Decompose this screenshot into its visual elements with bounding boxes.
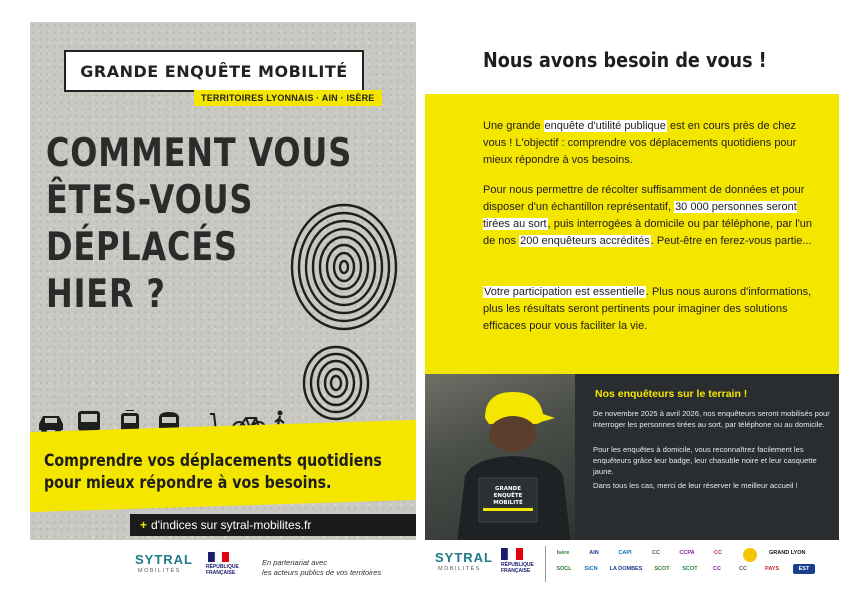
- headline-question: [46, 130, 353, 318]
- p2-text-c: . Peut-être en ferez-vous partie...: [650, 235, 812, 247]
- partner-line-2: les acteurs publics de vos territoires: [262, 568, 382, 577]
- territories-badge: TERRITOIRES LYONNAIS · AIN · ISÈRE: [194, 90, 382, 106]
- partner-logo-cc-1: CC: [652, 550, 660, 556]
- question-line-4: HIER ?: [46, 272, 166, 317]
- svg-text:GRANDE: GRANDE: [495, 486, 521, 492]
- question-line-3: DÉPLACÉS: [46, 225, 238, 270]
- right-flyer: [425, 22, 839, 540]
- paragraph-2: [483, 182, 813, 250]
- enqueteur-photo-panel: [425, 374, 839, 540]
- partner-logo-est: EST: [793, 564, 815, 574]
- tagline-line-2: pour mieux répondre à vos besoins.: [44, 473, 332, 492]
- enqueteurs-text-2: Pour les enquêtes à domicile, vous reconnaîtrez facilement les enquêteurs grâce leur badge, leur chasuble noire et leur casquette jaune.: [593, 445, 817, 476]
- p2-text-a: Pour nous permettre de récolter suffisamment de données et pour disposer d'un échantillon représentatif,: [483, 184, 805, 213]
- p1-text-a: Une grande: [483, 120, 544, 132]
- p1-highlight: enquête d'utilité publique: [544, 120, 666, 132]
- question-line-2: ÊTES-VOUS: [46, 178, 254, 223]
- enqueteurs-text-3: Dans tous les cas, merci de leur réserver le meilleur accueil !: [593, 481, 798, 490]
- tagline-line-1: Comprendre vos déplacements quotidiens: [44, 451, 382, 470]
- partner-logo-capi: CAPI: [618, 550, 632, 556]
- partner-logo-round: [743, 548, 757, 562]
- plus-sign: +: [140, 518, 148, 532]
- partner-logo-cc-2: CC: [714, 550, 722, 556]
- partner-logo-la-dombes: LA DOMBES: [609, 566, 643, 572]
- republique-francaise-logo-right: [501, 548, 523, 560]
- partner-logo-isere: Isère: [556, 550, 570, 556]
- partner-logo-ccpa: CCPA: [679, 550, 695, 556]
- p2-highlight-1: 30 000 personnes seront tirées au sort: [483, 201, 797, 230]
- website-banner[interactable]: [130, 514, 416, 536]
- p1-text-b: est en cours près de chez vous ! L'objectif : comprendre vos déplacements quotidiens pour mieux répondre à vos besoins.: [483, 120, 797, 166]
- partner-logo-scot-2: SCOT: [682, 566, 698, 572]
- partner-logo-socl: SOCL: [556, 566, 572, 572]
- website-link[interactable]: d'indices sur sytral-mobilites.fr: [151, 518, 312, 532]
- divider: [545, 546, 546, 582]
- tagline: [44, 450, 404, 494]
- right-partner-logos: [425, 544, 839, 588]
- svg-text:ENQUÊTE: ENQUÊTE: [493, 493, 523, 499]
- sytral-subtitle-right: MOBILITÉS: [438, 566, 481, 572]
- left-partner-logos: [30, 548, 416, 588]
- p2-highlight-2: 200 enquêteurs accrédités: [520, 235, 650, 247]
- partner-logo-ain: AIN: [589, 550, 599, 556]
- enqueteurs-text-1: De novembre 2025 à avril 2026, nos enquêteurs seront mobilisés pour interroger les personnes tirées au sort, par téléphone ou au domicile.: [593, 409, 830, 429]
- p2-text-b: , puis interrogées à domicile ou par téléphone, par l'un de nos: [483, 218, 813, 247]
- republique-francaise-text: RÉPUBLIQUE FRANÇAISE: [206, 564, 239, 576]
- partner-logo-grand-lyon: GRAND LYON: [769, 550, 805, 556]
- partner-logo-scot-1: SCOT: [654, 566, 670, 572]
- question-line-1: COMMENT VOUS: [46, 131, 353, 176]
- left-flyer: [30, 22, 416, 540]
- fingerprint-footprint-icon: [284, 197, 404, 427]
- sytral-logo-right: SYTRAL: [435, 550, 493, 565]
- enqueteur-photo-icon: [443, 384, 573, 540]
- partner-note: [262, 558, 381, 578]
- sytral-subtitle: MOBILITÉS: [138, 568, 181, 574]
- partner-logo-pays: PAYS: [764, 566, 780, 572]
- paragraph-1: [483, 118, 813, 169]
- svg-text:MOBILITÉ: MOBILITÉ: [493, 500, 523, 506]
- republique-francaise-text-right: RÉPUBLIQUE FRANÇAISE: [501, 562, 534, 574]
- paragraph-3: [483, 284, 813, 335]
- p3-highlight: Votre participation est essentielle: [484, 286, 645, 298]
- sytral-logo: SYTRAL: [135, 552, 193, 567]
- p3-text-b: . Plus nous aurons d'informations, plus les résultats seront pertinents pour imaginer des solutions efficaces pour vous faciliter la vie.: [483, 286, 812, 332]
- partner-logo-cc-3: CC: [713, 566, 721, 572]
- partner-logo-sicn: SICN: [584, 566, 598, 572]
- right-title: Nous avons besoin de vous !: [483, 48, 767, 72]
- survey-title: GRANDE ENQUÊTE MOBILITÉ: [64, 50, 364, 92]
- partner-logo-cc-4: CC: [739, 566, 747, 572]
- partner-line-1: En partenariat avec: [262, 558, 328, 567]
- enqueteurs-title: Nos enquêteurs sur le terrain !: [595, 388, 748, 400]
